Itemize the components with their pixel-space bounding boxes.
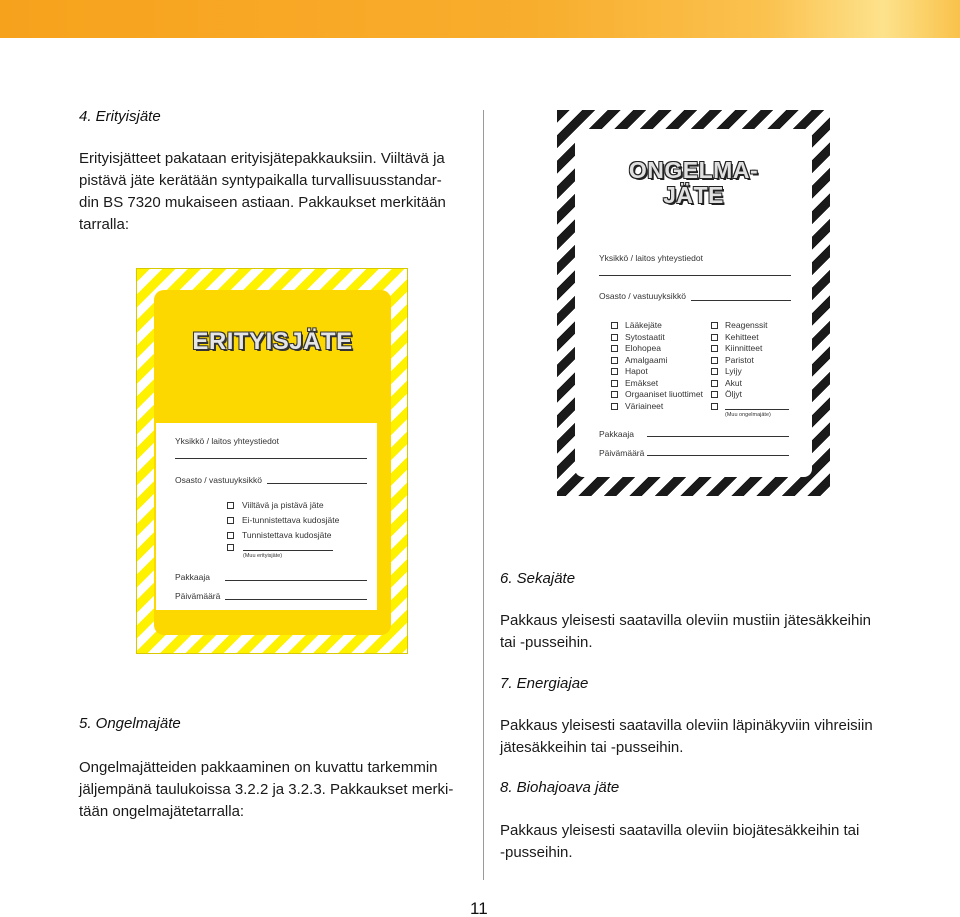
ongelmajate-left-checkbox-8[interactable] — [611, 403, 618, 410]
erityisjate-label-title: ERITYISJÄTE — [192, 328, 353, 355]
ongelmajate-right-label-1: Reagenssit — [725, 320, 768, 330]
ongelmajate-date-line — [647, 455, 789, 456]
ongelmajate-left-checkbox-5[interactable] — [611, 368, 618, 375]
section-8-heading: 8. Biohajoava jäte — [500, 779, 620, 796]
section-6-line-2: tai -pusseihin. — [500, 634, 593, 651]
ongelmajate-other-note: (Muu ongelmajäte) — [725, 412, 771, 418]
section-4-heading: 4. Erityisjäte — [79, 108, 161, 125]
ongelmajate-contact-label: Yksikkö / laitos yhteystiedot — [599, 253, 703, 263]
ongelmajate-right-checkbox-2[interactable] — [711, 334, 718, 341]
page-number: 11 — [470, 899, 488, 917]
ongelmajate-date-label: Päivämäärä — [599, 448, 645, 458]
ongelmajate-left-checkbox-6[interactable] — [611, 380, 618, 387]
erityisjate-other-note: (Muu erityisjäte) — [243, 553, 283, 559]
ongelmajate-packer-line — [647, 436, 789, 437]
erityisjate-contact-line — [175, 458, 367, 459]
section-7-line-1: Pakkaus yleisesti saatavilla oleviin läpinäkyviin vihreisiin — [500, 717, 873, 734]
section-7-line-2: jätesäkkeihin tai -pusseihin. — [500, 739, 684, 756]
erityisjate-department-line — [267, 483, 367, 484]
erityisjate-checkbox-3[interactable] — [227, 532, 234, 539]
ongelmajate-right-checkbox-5[interactable] — [711, 368, 718, 375]
ongelmajate-department-line — [691, 300, 791, 301]
ongelmajate-title-line-2: JÄTE — [663, 182, 724, 208]
erityisjate-date-line — [225, 599, 367, 600]
ongelmajate-right-label-7: Öljyt — [725, 389, 742, 399]
ongelmajate-label — [557, 110, 830, 496]
erityisjate-checkbox-2-label: Ei-tunnistettava kudosjäte — [242, 515, 340, 525]
ongelmajate-left-checkbox-7[interactable] — [611, 391, 618, 398]
erityisjate-label — [136, 268, 408, 654]
ongelmajate-right-label-3: Kiinnitteet — [725, 343, 763, 353]
ongelmajate-left-label-4: Amalgaami — [625, 355, 668, 365]
ongelmajate-right-checkbox-7[interactable] — [711, 391, 718, 398]
ongelmajate-right-checkbox-4[interactable] — [711, 357, 718, 364]
ongelmajate-right-label-5: Lyijy — [725, 366, 742, 376]
erityisjate-checkbox-1[interactable] — [227, 502, 234, 509]
section-6-heading: 6. Sekajäte — [500, 570, 576, 587]
ongelmajate-right-checkbox-3[interactable] — [711, 345, 718, 352]
section-4-line-4: tarralla: — [79, 216, 130, 233]
section-5-line-1: Ongelmajätteiden pakkaaminen on kuvattu tarkemmin — [79, 759, 438, 776]
ongelmajate-right-label-2: Kehitteet — [725, 332, 759, 342]
section-5-line-3: tään ongelmajätetarralla: — [79, 803, 245, 820]
section-7-heading: 7. Energiajae — [500, 675, 589, 692]
section-5-line-2: jäljempänä taulukoissa 3.2.2 ja 3.2.3. Pakkaukset merki- — [79, 781, 454, 798]
ongelmajate-label-panel — [575, 129, 812, 477]
column-divider — [483, 110, 484, 880]
ongelmajate-left-label-3: Elohopea — [625, 343, 661, 353]
erityisjate-contact-label: Yksikkö / laitos yhteystiedot — [175, 436, 279, 446]
ongelmajate-left-label-6: Emäkset — [625, 378, 659, 388]
ongelmajate-left-checkbox-4[interactable] — [611, 357, 618, 364]
section-5-heading: 5. Ongelmajäte — [79, 715, 181, 732]
section-4-line-1: Erityisjätteet pakataan erityisjätepakkauksiin. Viiltävä ja — [79, 150, 445, 167]
ongelmajate-title-line-1: ONGELMA- — [628, 157, 759, 183]
ongelmajate-right-checkbox-other[interactable] — [711, 403, 718, 410]
ongelmajate-left-label-2: Sytostaatit — [625, 332, 665, 342]
section-4-line-3: din BS 7320 mukaiseen astiaan. Pakkaukset merkitään — [79, 194, 446, 211]
section-8-line-1: Pakkaus yleisesti saatavilla oleviin biojätesäkkeihin tai — [500, 822, 860, 839]
ongelmajate-right-checkbox-1[interactable] — [711, 322, 718, 329]
erityisjate-other-line — [243, 550, 333, 551]
ongelmajate-contact-line — [599, 275, 791, 276]
erityisjate-department-label: Osasto / vastuuyksikkö — [175, 475, 262, 485]
ongelmajate-packer-label: Pakkaaja — [599, 429, 634, 439]
ongelmajate-left-checkbox-2[interactable] — [611, 334, 618, 341]
ongelmajate-right-checkbox-6[interactable] — [711, 380, 718, 387]
erityisjate-checkbox-3-label: Tunnistettava kudosjäte — [242, 530, 332, 540]
ongelmajate-left-checkbox-3[interactable] — [611, 345, 618, 352]
erityisjate-checkbox-other[interactable] — [227, 544, 234, 551]
ongelmajate-left-label-8: Väriaineet — [625, 401, 664, 411]
ongelmajate-left-label-7: Orgaaniset liuottimet — [625, 389, 703, 399]
ongelmajate-other-line — [725, 409, 789, 410]
header-banner — [0, 0, 960, 38]
erityisjate-checkbox-2[interactable] — [227, 517, 234, 524]
section-4-line-2: pistävä jäte kerätään syntypaikalla turvallisuusstandar- — [79, 172, 442, 189]
erityisjate-packer-line — [225, 580, 367, 581]
erityisjate-date-label: Päivämäärä — [175, 591, 221, 601]
ongelmajate-department-label: Osasto / vastuuyksikkö — [599, 291, 686, 301]
erityisjate-packer-label: Pakkaaja — [175, 572, 210, 582]
ongelmajate-left-label-5: Hapot — [625, 366, 648, 376]
ongelmajate-left-checkbox-1[interactable] — [611, 322, 618, 329]
ongelmajate-right-label-6: Akut — [725, 378, 743, 388]
section-6-line-1: Pakkaus yleisesti saatavilla oleviin mustiin jätesäkkeihin — [500, 612, 872, 629]
ongelmajate-left-label-1: Lääkejäte — [625, 320, 662, 330]
section-8-line-2: -pusseihin. — [500, 844, 573, 861]
ongelmajate-right-label-4: Paristot — [725, 355, 754, 365]
erityisjate-checkbox-1-label: Viiltävä ja pistävä jäte — [242, 500, 324, 510]
